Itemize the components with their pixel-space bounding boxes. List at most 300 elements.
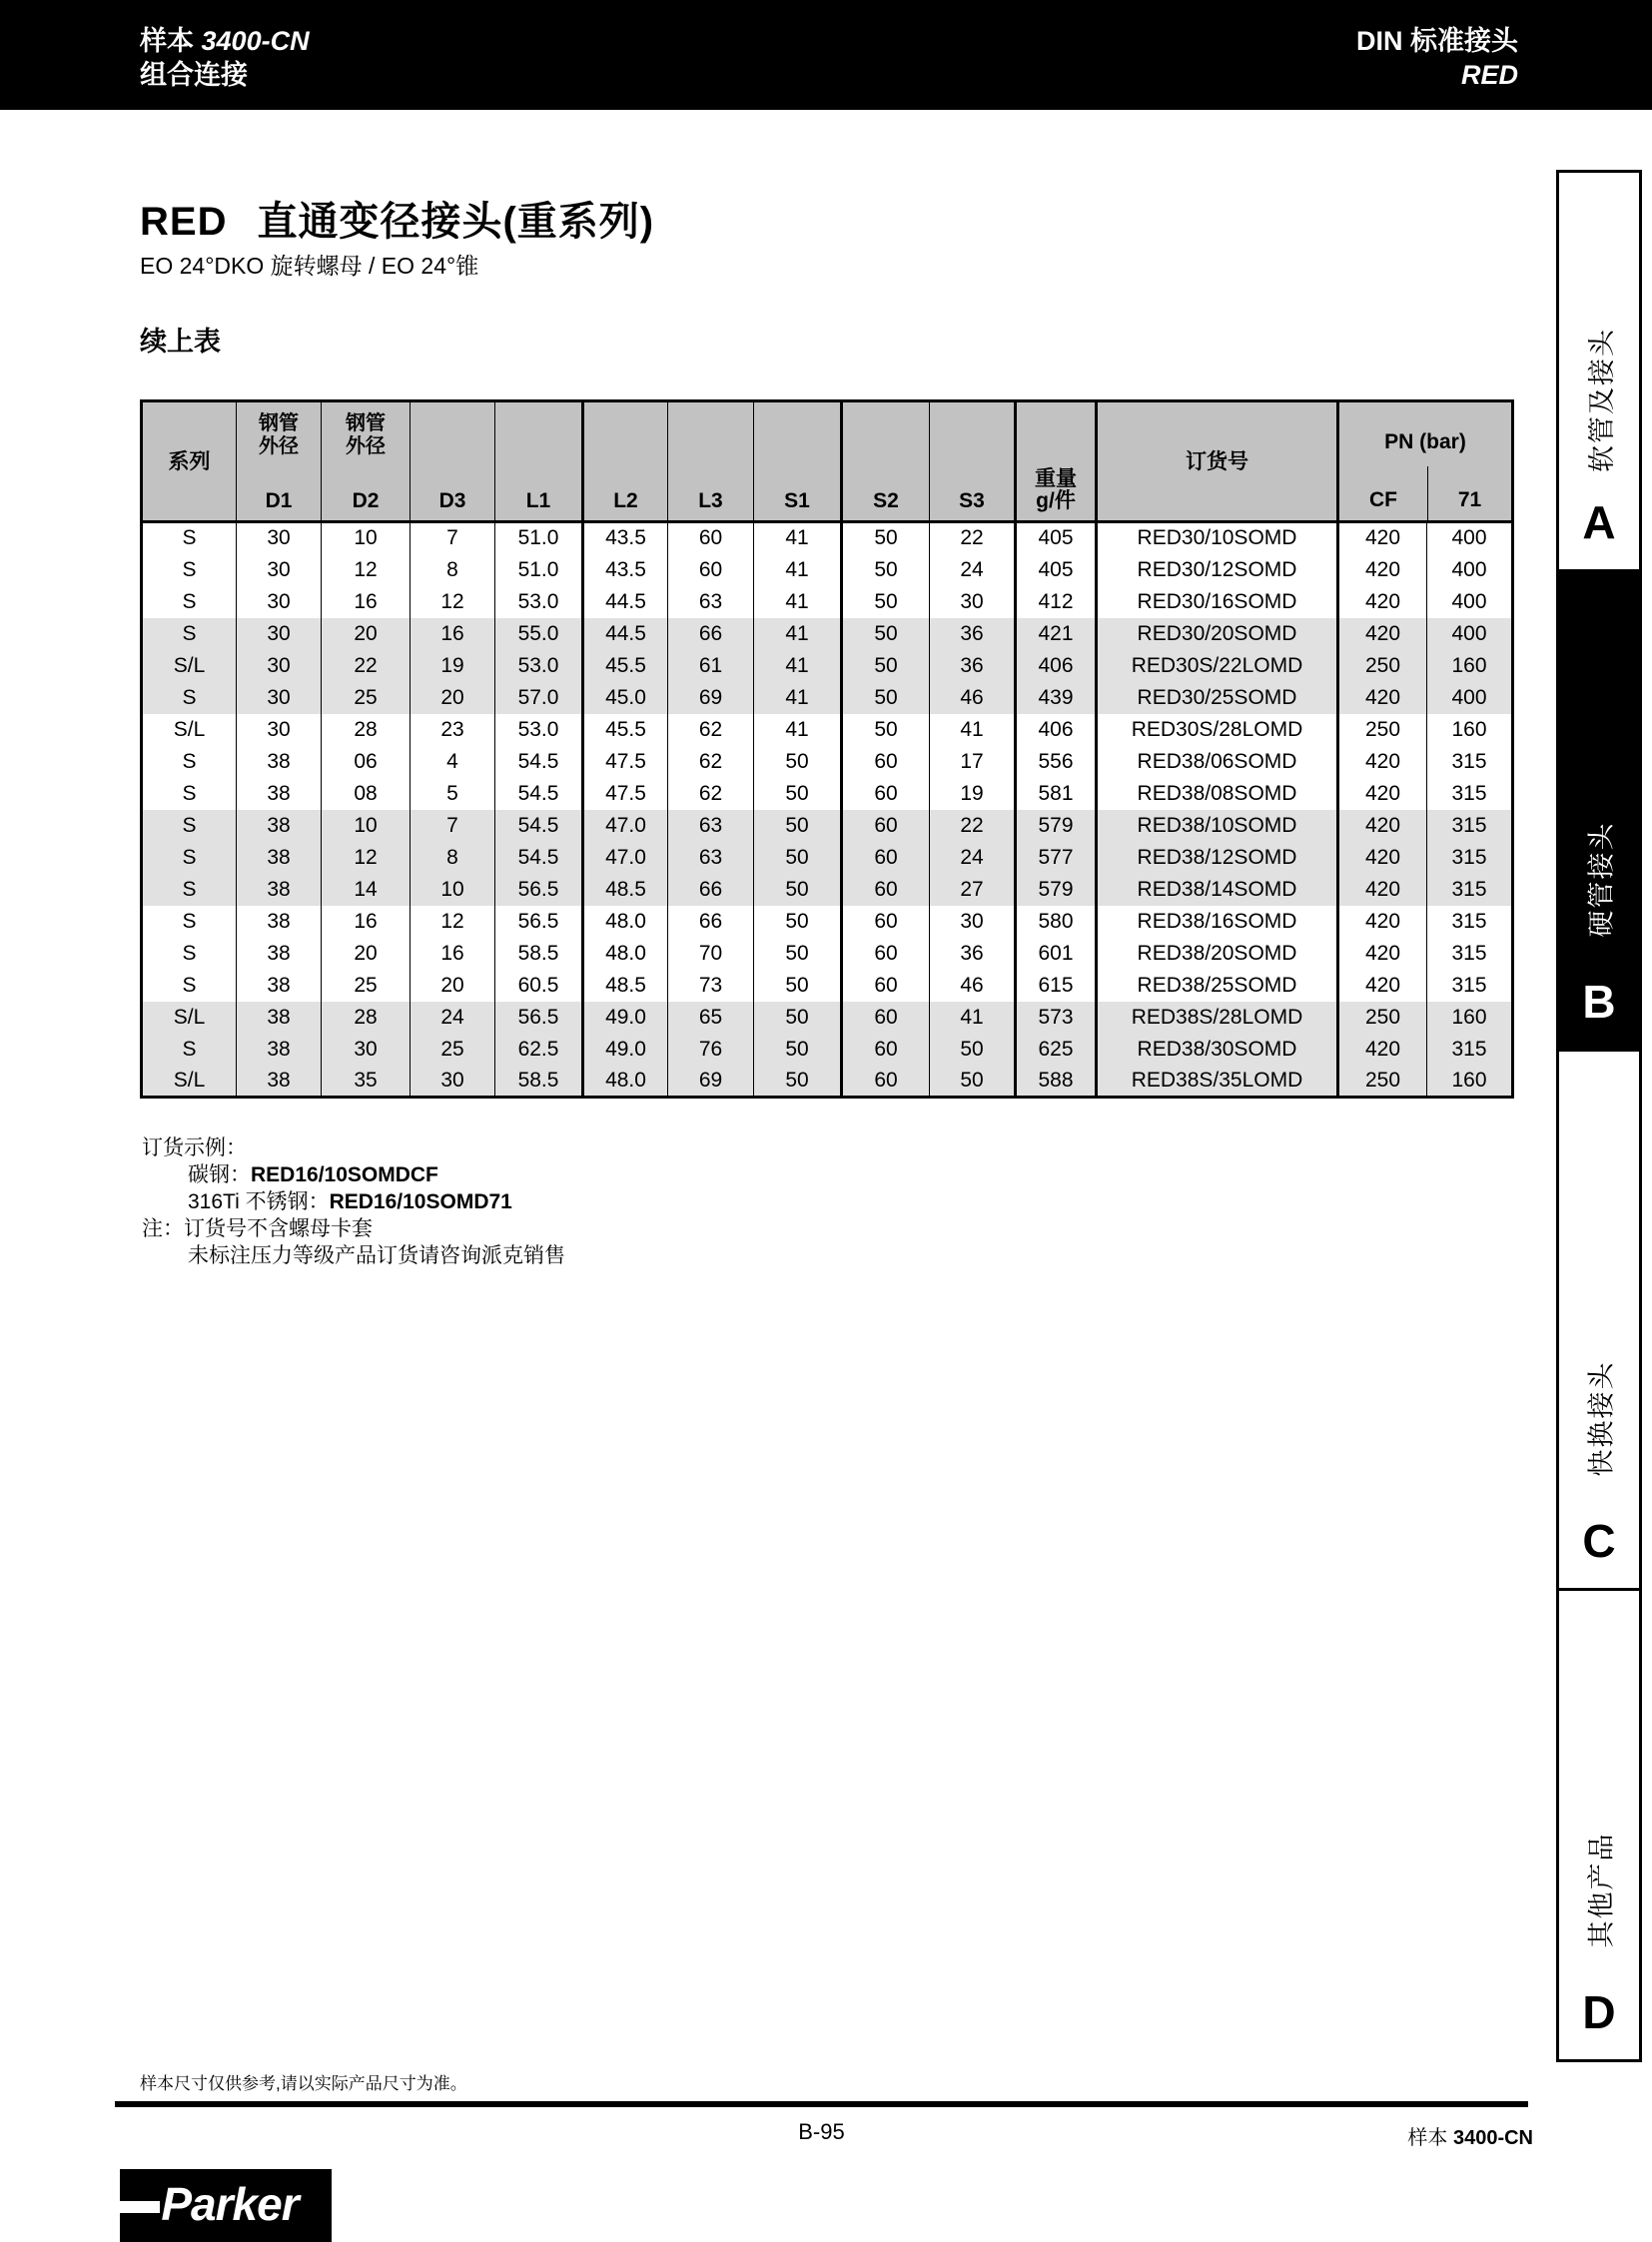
table-cell: 61 (668, 650, 754, 682)
table-cell: 48.0 (583, 1066, 668, 1098)
table-cell: 60 (842, 906, 930, 938)
table-cell: 581 (1016, 778, 1097, 810)
table-cell: 47.0 (583, 810, 668, 842)
table-cell: S (182, 909, 197, 933)
table-cell: 54.5 (495, 778, 583, 810)
table-cell: 63 (668, 810, 754, 842)
table-cell: 50 (754, 810, 842, 842)
table-cell: S (182, 589, 197, 613)
table-cell: 38 (237, 874, 322, 906)
table-cell: 58.5 (495, 938, 583, 970)
page-title-name: 直通变径接头(重系列) (257, 200, 655, 244)
table-cell: 69 (668, 1066, 754, 1098)
table-cell: 250 (1338, 714, 1427, 746)
table-cell: 41 (754, 618, 842, 650)
table-cell: 24 (411, 1002, 495, 1034)
table-cell: S (142, 618, 237, 650)
table-cell: 588 (1016, 1066, 1097, 1098)
table-cell: S (182, 526, 197, 550)
section-title: DIN 标准接头 (1356, 26, 1518, 56)
table-cell: 30 (237, 650, 322, 682)
tab-label-box (1559, 799, 1639, 959)
table-cell: 315 (1427, 746, 1513, 778)
table-cell: 16 (411, 618, 495, 650)
footer-catalog-ref: 样本 3400-CN (1407, 2127, 1533, 2149)
table-cell: 50 (754, 842, 842, 874)
parker-logo-text: Parker (161, 2178, 299, 2230)
table-cell: 19 (411, 650, 495, 682)
table-cell: 439 (1016, 682, 1097, 714)
table-cell: 55.0 (495, 618, 583, 650)
table-cell: 24 (930, 842, 1016, 874)
table-cell: 24 (930, 554, 1016, 586)
table-cell: 23 (411, 714, 495, 746)
pn-bar-label: PN (bar) (1384, 430, 1466, 453)
table-cell: 25 (411, 1034, 495, 1066)
table-cell: 50 (930, 1034, 1016, 1066)
table-cell: 54.5 (495, 810, 583, 842)
table-cell: 10 (411, 874, 495, 906)
table-cell: 56.5 (495, 1002, 583, 1034)
table-cell: 7 (411, 810, 495, 842)
table-cell: RED30S/22LOMD (1097, 650, 1338, 682)
parker-logo (120, 2169, 332, 2242)
col-header-71: 71 (1457, 488, 1482, 511)
table-cell: 16 (322, 906, 411, 938)
table-cell: 50 (842, 650, 930, 682)
table-cell: 60 (842, 746, 930, 778)
table-cell: 36 (930, 938, 1016, 970)
table-cell: 580 (1016, 906, 1097, 938)
table-cell: RED38/06SOMD (1097, 746, 1338, 778)
table-cell: 16 (411, 938, 495, 970)
tab-label: 快换接头 (1586, 1360, 1617, 1476)
page-title (140, 190, 654, 247)
table-cell: 12 (322, 842, 411, 874)
table-cell: 406 (1016, 650, 1097, 682)
table-cell: 41 (930, 714, 1016, 746)
table-cell: RED38/08SOMD (1097, 778, 1338, 810)
table-cell: S (142, 842, 237, 874)
col-header-order-no: 订货号 (1097, 401, 1338, 522)
table-cell: 60 (668, 522, 754, 554)
table-cell: RED38/12SOMD (1097, 842, 1338, 874)
table-row (142, 650, 1513, 682)
table-cell: S (182, 557, 197, 581)
table-cell: 48.5 (583, 970, 668, 1002)
table-cell: 60 (842, 1002, 930, 1034)
table-cell: 50 (842, 554, 930, 586)
table-row (142, 522, 1513, 554)
tab-label: 硬管接头 (1586, 821, 1617, 937)
table-cell: 30 (237, 714, 322, 746)
table-cell: 420 (1338, 746, 1427, 778)
table-cell: 50 (842, 714, 930, 746)
table-cell: 27 (930, 874, 1016, 906)
table-cell: RED30/16SOMD (1097, 586, 1338, 618)
table-cell: 579 (1016, 874, 1097, 906)
table-cell: 20 (411, 970, 495, 1002)
table-cell: 50 (754, 906, 842, 938)
col-header-d2: 钢管 外径 D2 (322, 401, 411, 522)
table-cell: 41 (754, 586, 842, 618)
table-cell: 41 (930, 1002, 1016, 1034)
order-example-stainless: 316Ti 不锈钢：RED16/10SOMD71 (188, 1190, 512, 1213)
table-cell: RED38/20SOMD (1097, 938, 1338, 970)
table-cell: 50 (842, 586, 930, 618)
table-cell: 405 (1016, 554, 1097, 586)
table-cell: 66 (668, 906, 754, 938)
table-cell: 49.0 (583, 1034, 668, 1066)
table-cell: 400 (1427, 618, 1513, 650)
table-cell: 160 (1427, 1066, 1513, 1098)
table-cell: 36 (930, 650, 1016, 682)
table-cell: 53.0 (495, 714, 583, 746)
sidebar-tab-tube-fittings-active (1559, 569, 1639, 1049)
table-row (142, 746, 1513, 778)
table-cell: 14 (322, 874, 411, 906)
table-cell: 315 (1427, 778, 1513, 810)
table-cell: S (142, 810, 237, 842)
table-cell: 65 (668, 1002, 754, 1034)
tab-label-box (1559, 320, 1639, 479)
table-cell: S/L (173, 717, 206, 741)
table-cell: 51.0 (495, 522, 583, 554)
table-cell: 66 (668, 618, 754, 650)
parts-table (140, 399, 1514, 1099)
table-row (142, 554, 1513, 586)
table-cell: 62 (668, 714, 754, 746)
table-cell: 405 (1016, 522, 1097, 554)
table-cell: 30 (930, 586, 1016, 618)
table-cell: 38 (237, 810, 322, 842)
tab-label-box (1559, 1338, 1639, 1498)
col-header-l3: L3 (668, 401, 754, 522)
table-cell: 53.0 (495, 650, 583, 682)
table-row (142, 778, 1513, 810)
table-cell: 19 (930, 778, 1016, 810)
table-cell: 36 (930, 618, 1016, 650)
table-cell: 38 (237, 970, 322, 1002)
table-cell: 400 (1427, 586, 1513, 618)
table-cell: 43.5 (583, 522, 668, 554)
col-header-l1: L1 (495, 401, 583, 522)
table-cell: S/L (142, 1066, 237, 1098)
table-row (142, 618, 1513, 650)
table-cell: 50 (754, 1066, 842, 1098)
table-cell: 50 (842, 682, 930, 714)
table-header (142, 401, 1513, 522)
table-cell: 60 (842, 970, 930, 1002)
col-header-d3: D3 (411, 401, 495, 522)
table-cell: 160 (1427, 650, 1513, 682)
note-line-1: 注：订货号不含螺母卡套 (142, 1217, 373, 1240)
table-cell: 420 (1338, 554, 1427, 586)
tab-letter: D (1582, 1986, 1616, 2038)
table-cell: 38 (237, 1066, 322, 1098)
table-cell: 60 (842, 1066, 930, 1098)
note-line-2: 未标注压力等级产品订货请咨询派克销售 (188, 1244, 565, 1267)
catalog-title-prefix: 样本 (140, 26, 202, 56)
col-header-l2: L2 (583, 401, 668, 522)
table-cell: RED30S/28LOMD (1097, 714, 1338, 746)
table-row (142, 938, 1513, 970)
table-cell: 420 (1338, 970, 1427, 1002)
table-cell: 50 (842, 522, 930, 554)
table-row (142, 874, 1513, 906)
table-cell: 30 (237, 522, 322, 554)
page-title-code: RED (140, 200, 228, 244)
table-cell: 50 (754, 1002, 842, 1034)
table-cell: S (182, 973, 197, 997)
table-cell: 420 (1338, 522, 1427, 554)
table-cell: 47.5 (583, 778, 668, 810)
table-cell: RED30/10SOMD (1097, 522, 1338, 554)
table-cell: 10 (322, 810, 411, 842)
tab-letter: B (1582, 976, 1616, 1028)
table-row (142, 586, 1513, 618)
table-cell: 54.5 (495, 842, 583, 874)
table-cell: 30 (237, 586, 322, 618)
table-cell: 60.5 (495, 970, 583, 1002)
table-cell: 420 (1338, 778, 1427, 810)
table-row (142, 906, 1513, 938)
ordering-notes (142, 1134, 565, 1269)
table-cell: 63 (668, 842, 754, 874)
table-cell: 44.5 (583, 618, 668, 650)
table-cell: 625 (1016, 1034, 1097, 1066)
table-cell: 63 (668, 586, 754, 618)
table-cell: 66 (668, 874, 754, 906)
table-cell: 38 (237, 938, 322, 970)
order-example-carbon-steel: 碳钢：RED16/10SOMDCF (188, 1163, 438, 1186)
footer-rule (115, 2101, 1528, 2107)
order-example-title: 订货示例： (142, 1136, 247, 1159)
table-cell: 420 (1338, 874, 1427, 906)
sidebar-tab-hose-fittings (1559, 173, 1639, 569)
table-cell: S (182, 941, 197, 965)
table-cell: 420 (1338, 810, 1427, 842)
table-row (142, 714, 1513, 746)
table-cell: 56.5 (495, 874, 583, 906)
table-cell: 400 (1427, 554, 1513, 586)
table-cell: 17 (930, 746, 1016, 778)
table-cell: 160 (1427, 714, 1513, 746)
table-cell: 573 (1016, 1002, 1097, 1034)
catalog-title (140, 24, 310, 58)
table-cell: RED30/12SOMD (1097, 554, 1338, 586)
table-cell: 38 (237, 1002, 322, 1034)
table-cell: S/L (142, 1002, 237, 1034)
table-cell: 60 (842, 810, 930, 842)
table-cell: 12 (322, 554, 411, 586)
table-cell: 315 (1427, 810, 1513, 842)
table-cell: 60 (842, 842, 930, 874)
table-cell: 315 (1427, 970, 1513, 1002)
table-cell: 420 (1338, 586, 1427, 618)
table-cell: 250 (1338, 650, 1427, 682)
table-cell: 60 (842, 1034, 930, 1066)
page-subtitle: EO 24°DKO 旋转螺母 / EO 24°锥 (140, 253, 479, 279)
table-cell: 70 (668, 938, 754, 970)
table-cell: 7 (411, 522, 495, 554)
table-cell: 47.5 (583, 746, 668, 778)
table-cell: RED38/10SOMD (1097, 810, 1338, 842)
table-cell: RED38/16SOMD (1097, 906, 1338, 938)
table-cell: 400 (1427, 682, 1513, 714)
table-cell: 41 (754, 554, 842, 586)
table-cell: 400 (1427, 522, 1513, 554)
table-cell: 420 (1338, 938, 1427, 970)
table-cell: 4 (411, 746, 495, 778)
page-number: B-95 (798, 2119, 845, 2144)
table-cell: 406 (1016, 714, 1097, 746)
table-cell: 8 (411, 842, 495, 874)
table-cell: 577 (1016, 842, 1097, 874)
tab-label: 软管及接头 (1586, 327, 1617, 472)
table-cell: 51.0 (495, 554, 583, 586)
table-cell: 601 (1016, 938, 1097, 970)
catalog-title-code: 3400-CN (201, 26, 310, 56)
table-cell: 50 (930, 1066, 1016, 1098)
table-cell: RED30/25SOMD (1097, 682, 1338, 714)
table-cell: 60 (842, 874, 930, 906)
table-cell: 47.0 (583, 842, 668, 874)
table-cell: 50 (754, 778, 842, 810)
table-cell: 420 (1338, 906, 1427, 938)
table-cell: 49.0 (583, 1002, 668, 1034)
table-cell: S (142, 1034, 237, 1066)
table-cell: 60 (842, 778, 930, 810)
table-cell: 30 (237, 618, 322, 650)
header-right-block (1356, 24, 1518, 92)
table-cell: 60 (668, 554, 754, 586)
col-header-series: 系列 (142, 401, 237, 522)
col-header-pn (1338, 401, 1513, 522)
table-cell: 76 (668, 1034, 754, 1066)
table-cell: RED38/30SOMD (1097, 1034, 1338, 1066)
series-code: RED (1460, 60, 1518, 90)
table-cell: 50 (754, 938, 842, 970)
table-cell: 45.5 (583, 714, 668, 746)
continued-label: 续上表 (140, 327, 221, 357)
col-header-s3: S3 (930, 401, 1016, 522)
table-cell: 579 (1016, 810, 1097, 842)
table-cell: 62 (668, 746, 754, 778)
table-cell: 420 (1338, 618, 1427, 650)
table-cell: 420 (1338, 1034, 1427, 1066)
table-cell: 25 (322, 970, 411, 1002)
table-cell: 38 (237, 1034, 322, 1066)
table-cell: 22 (930, 810, 1016, 842)
table-cell: 08 (322, 778, 411, 810)
table-cell: 50 (754, 874, 842, 906)
header-left-block (140, 24, 310, 92)
table-cell: S (142, 682, 237, 714)
table-body (142, 522, 1513, 1098)
table-cell: S (142, 874, 237, 906)
top-header-bar (0, 0, 1652, 110)
table-row (142, 1066, 1513, 1098)
section-tab-column (1556, 170, 1642, 2062)
table-cell: 315 (1427, 938, 1513, 970)
sidebar-tab-other-products (1559, 1588, 1639, 2059)
table-cell: 30 (930, 906, 1016, 938)
table-cell: 22 (930, 522, 1016, 554)
table-cell: 12 (411, 586, 495, 618)
table-cell: 30 (237, 682, 322, 714)
table-cell: 62.5 (495, 1034, 583, 1066)
table-cell: 38 (237, 842, 322, 874)
table-cell: 250 (1338, 1002, 1427, 1034)
sidebar-tab-quick-couplings (1559, 1049, 1639, 1588)
table-cell: 56.5 (495, 906, 583, 938)
col-header-weight: 重量 g/件 (1016, 401, 1097, 522)
table-cell: 615 (1016, 970, 1097, 1002)
table-row (142, 682, 1513, 714)
table-header-row (142, 401, 1513, 522)
dimension-disclaimer: 样本尺寸仅供参考,请以实际产品尺寸为准。 (140, 2074, 467, 2093)
table-cell: 8 (411, 554, 495, 586)
table-row (142, 842, 1513, 874)
table-cell: 41 (754, 714, 842, 746)
table-cell: 48.0 (583, 938, 668, 970)
col-header-cf: CF (1339, 466, 1428, 520)
table-cell: 412 (1016, 586, 1097, 618)
table-cell: 5 (411, 778, 495, 810)
table-cell: 30 (237, 554, 322, 586)
table-cell: RED38S/28LOMD (1097, 1002, 1338, 1034)
tab-label: 其他产品 (1586, 1832, 1617, 1947)
table-cell: RED38/14SOMD (1097, 874, 1338, 906)
table-cell: 20 (411, 682, 495, 714)
table-cell: 57.0 (495, 682, 583, 714)
table-cell: S (182, 749, 197, 773)
table-cell: 20 (322, 618, 411, 650)
table-cell: 58.5 (495, 1066, 583, 1098)
table-cell: 35 (322, 1066, 411, 1098)
table-cell: 28 (322, 714, 411, 746)
table-cell: 50 (754, 970, 842, 1002)
table-cell: 62 (668, 778, 754, 810)
table-cell: 30 (411, 1066, 495, 1098)
table-cell: 160 (1427, 1002, 1513, 1034)
tab-label-box (1559, 1810, 1639, 1969)
table-cell: 60 (842, 938, 930, 970)
table-cell: S/L (142, 650, 237, 682)
table-cell: RED38S/35LOMD (1097, 1066, 1338, 1098)
col-header-s1: S1 (754, 401, 842, 522)
table-cell: 46 (930, 970, 1016, 1002)
table-row (142, 1034, 1513, 1066)
table-cell: 250 (1338, 1066, 1427, 1098)
table-row (142, 970, 1513, 1002)
table-row (142, 810, 1513, 842)
table-cell: 38 (237, 906, 322, 938)
col-header-s2: S2 (842, 401, 930, 522)
catalog-subtitle: 组合连接 (140, 60, 248, 90)
table-cell: 315 (1427, 906, 1513, 938)
table-cell: 421 (1016, 618, 1097, 650)
table-cell: 315 (1427, 1034, 1513, 1066)
table-row (142, 1002, 1513, 1034)
table-cell: 54.5 (495, 746, 583, 778)
table-cell: 44.5 (583, 586, 668, 618)
table-cell: 45.5 (583, 650, 668, 682)
table-cell: 50 (842, 618, 930, 650)
table-cell: 10 (322, 522, 411, 554)
col-header-d1: 钢管 外径 D1 (237, 401, 322, 522)
